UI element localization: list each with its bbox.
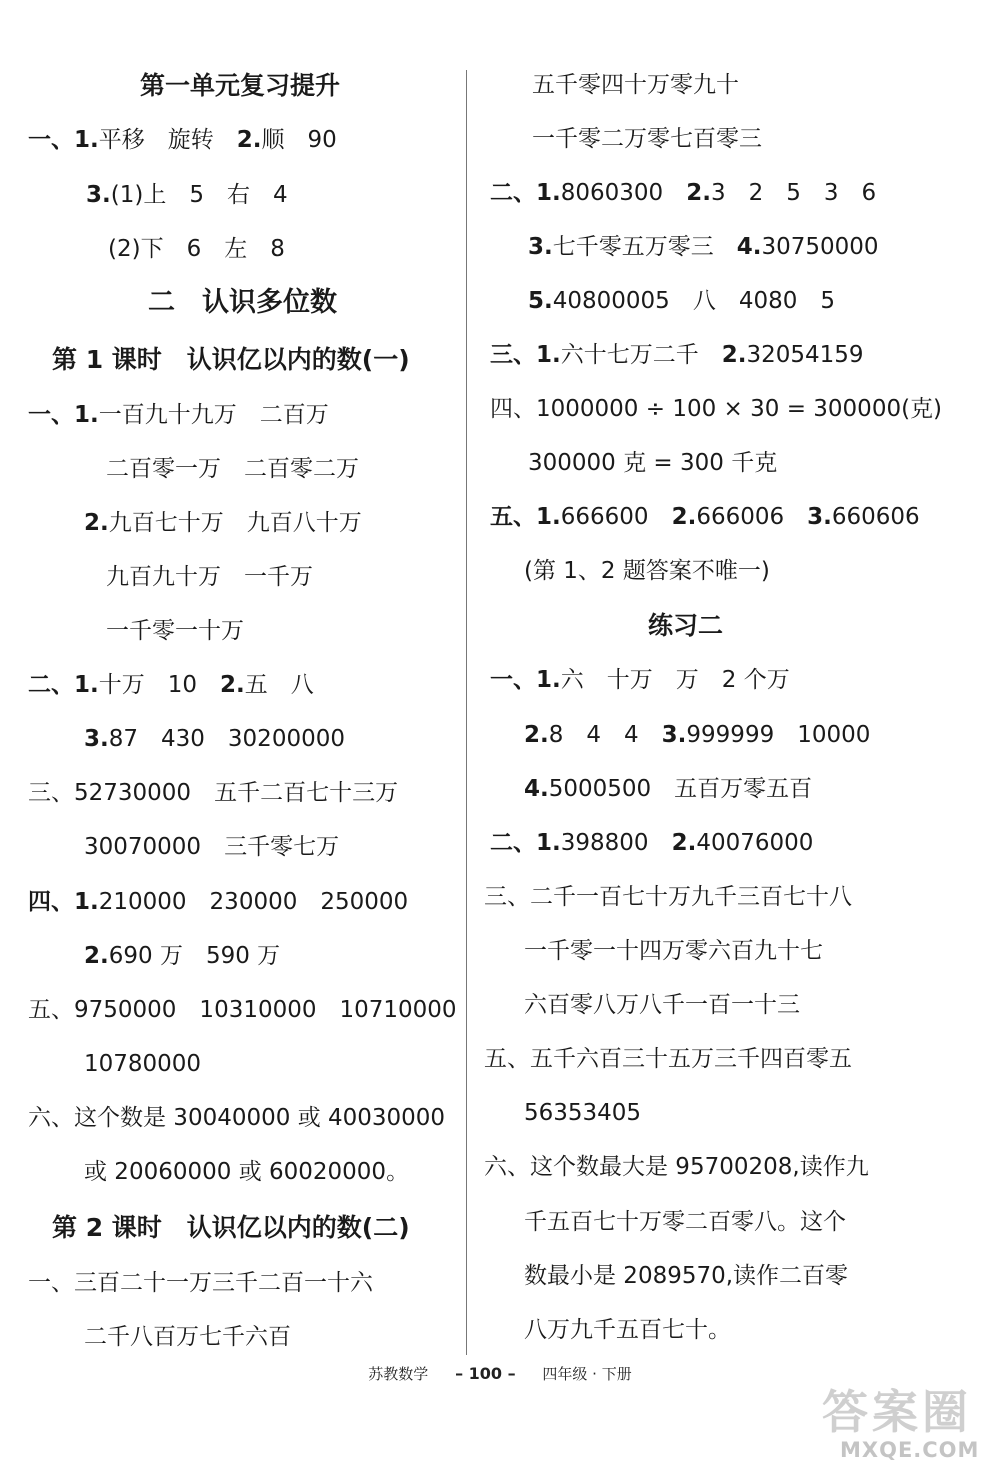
r-e-line2: (第 1、2 题答案不唯一) — [524, 558, 770, 584]
p2-a-line3: 4.5000500 五百万零五百 — [524, 776, 813, 802]
l1-a-line2: 二百零一万 二百零二万 — [106, 456, 359, 482]
r-b-line1: 二、1.8060300 2.3 2 5 3 6 — [490, 180, 877, 206]
l1-d-line1: 四、1.210000 230000 250000 — [28, 889, 409, 915]
l1-a-line1: 一、1.一百九十九万 二百万 — [28, 402, 329, 428]
r-a-line2: 一千零二万零七百零三 — [532, 126, 762, 152]
l1-f-line2: 或 20060000 或 60020000。 — [84, 1159, 410, 1185]
footer-subject: 苏教数学 — [368, 1365, 429, 1383]
l1-c-line2: 30070000 三千零七万 — [84, 834, 340, 860]
l1-a-line5: 一千零一十万 — [106, 618, 244, 644]
r-b-line3: 5.40800005 八 4080 5 — [528, 288, 835, 314]
r-d-line2: 300000 克 = 300 千克 — [528, 450, 778, 476]
u1-q1-line3: (2)下 6 左 8 — [108, 236, 285, 262]
lesson2-title: 第 2 课时 认识亿以内的数(二) — [52, 1213, 410, 1242]
p2-e-line1: 五、五千六百三十五万三千四百零五 — [484, 1046, 852, 1072]
u1-q1-line1: 一、1.平移 旋转 2.顺 90 — [28, 127, 337, 153]
footer-grade: 四年级 · 下册 — [542, 1365, 632, 1383]
p2-f-line2: 千五百七十万零二百零八。这个 — [524, 1209, 846, 1235]
l1-e-line2: 10780000 — [84, 1051, 202, 1077]
p2-a-line1: 一、1.六 十万 万 2 个万 — [490, 667, 790, 693]
page-footer — [0, 1364, 1000, 1384]
p2-b-line1: 二、1.398800 2.40076000 — [490, 830, 814, 856]
unit1-title: 第一单元复习提升 — [140, 71, 341, 100]
p2-e-line2: 56353405 — [524, 1100, 642, 1126]
r-c-line1: 三、1.六十七万二千 2.32054159 — [490, 342, 864, 368]
l1-f-line1: 六、这个数是 30040000 或 40030000 — [28, 1105, 446, 1131]
l1-e-line1: 五、9750000 10310000 10710000 — [28, 997, 457, 1023]
l2-a-line2: 二千八百万七千六百 — [84, 1324, 291, 1350]
column-divider — [466, 70, 467, 1355]
practice2-title: 练习二 — [648, 611, 724, 640]
l1-c-line1: 三、52730000 五千二百七十三万 — [28, 780, 399, 806]
u1-q1-line2: 3.(1)上 5 右 4 — [86, 182, 288, 208]
l1-b-line2: 3.87 430 30200000 — [84, 726, 345, 752]
p2-c-line3: 六百零八万八千一百一十三 — [524, 992, 800, 1018]
lesson1-title: 第 1 课时 认识亿以内的数(一) — [52, 345, 410, 374]
r-e-line1: 五、1.666600 2.666006 3.660606 — [490, 504, 920, 530]
p2-f-line3: 数最小是 2089570,读作二百零 — [524, 1263, 849, 1289]
l1-d-line2: 2.690 万 590 万 — [84, 943, 281, 969]
l1-b-line1: 二、1.十万 10 2.五 八 — [28, 672, 314, 698]
l1-a-line4: 九百九十万 一千万 — [106, 564, 313, 590]
p2-a-line2: 2.8 4 4 3.999999 10000 — [524, 722, 871, 748]
p2-c-line1: 三、二千一百七十万九千三百七十八 — [484, 884, 852, 910]
watermark-url: MXQE.COM — [840, 1438, 980, 1462]
watermark-logo — [818, 1385, 993, 1468]
watermark-text: 答案圈 — [822, 1385, 972, 1439]
r-a-line1: 五千零四十万零九十 — [532, 72, 739, 98]
l2-a-line1: 一、三百二十一万三千二百一十六 — [28, 1270, 373, 1296]
p2-f-line1: 六、这个数最大是 95700208,读作九 — [484, 1154, 869, 1180]
r-b-line2: 3.七千零五万零三 4.30750000 — [528, 234, 879, 260]
r-d-line1: 四、1000000 ÷ 100 × 30 = 300000(克) — [490, 396, 943, 422]
p2-f-line4: 八万九千五百七十。 — [524, 1317, 731, 1343]
l1-a-line3: 2.九百七十万 九百八十万 — [84, 510, 362, 536]
page-number: – 100 – — [455, 1364, 516, 1383]
p2-c-line2: 一千零一十四万零六百九十七 — [524, 938, 823, 964]
unit2-title: 二 认识多位数 — [148, 287, 337, 318]
